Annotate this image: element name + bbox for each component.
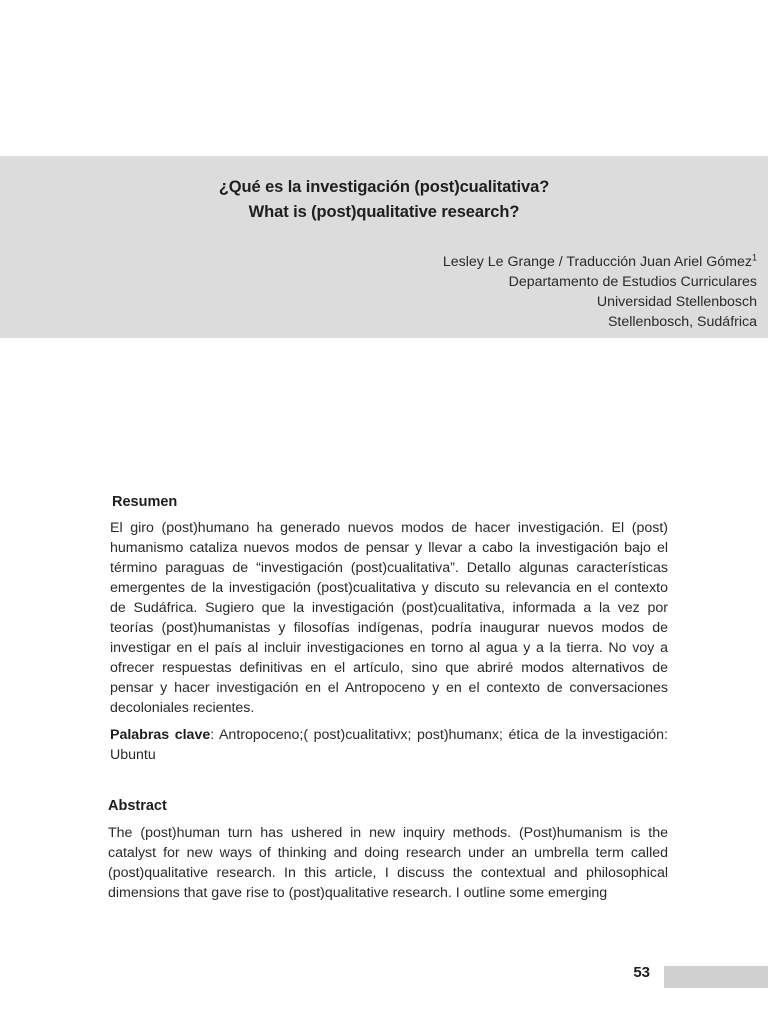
abstract-body: The (post)human turn has ushered in new inquiry methods. (Post)humanism is the catalyst for new ways of thinking and doing research under an umbrella term called (post)qualitative research. In this article, I discuss the contextual and philosophical dimensions that gave rise to (post)qualitative research. I outline some emerging [108,825,668,901]
keywords-label: Palabras clave [110,727,211,743]
author-names: Lesley Le Grange / Traducción Juan Ariel Gómez [442,254,752,270]
title-english: What is (post)qualitative research? [248,203,520,221]
keywords-text: : Antropoceno;( post)cualitativx; post)humanx; ética de la investigación: Ubuntu [110,727,668,763]
title-spanish: ¿Qué es la investigación (post)cualitativa? [218,178,550,196]
resumen-body: El giro (post)humano ha generado nuevos modos de hacer investigación. El (post) humanismo cataliza nuevos modos de pensar y llevar a cabo la investigación bajo el término paraguas de “investigación (post)cualitativa”. Detallo algunas características emergentes de la investigación (post)cualitativa y discuto su relevancia en el contexto de Sudáfrica. Sugiero que la investigación (post)cualitativa, informada a la vez por teorías (post)humanistas y filosofías indígenas, podría inaugurar nuevos modos de investigar en el país al incluir investigaciones en torno al agua y a la tierra. No voy a ofrecer respuestas definitivas en el artículo, sino que abriré modos alternativos de pensar y hacer investigación en el Antropoceno y en el contexto de conversaciones decoloniales recientes. [110,520,668,716]
affiliation-university: Universidad Stellenbosch [596,294,757,310]
keywords [110,725,668,765]
affiliation-department: Departamento de Estudios Curriculares [508,274,757,290]
resumen-heading: Resumen [112,494,178,510]
author-line [443,252,757,272]
footer-bar [664,966,768,988]
footnote-mark[interactable]: 1 [751,252,757,263]
abstract-heading: Abstract [108,798,167,814]
page-number: 53 [633,964,650,981]
affiliation-location: Stellenbosch, Sudáfrica [607,314,757,330]
author-block [443,252,757,332]
